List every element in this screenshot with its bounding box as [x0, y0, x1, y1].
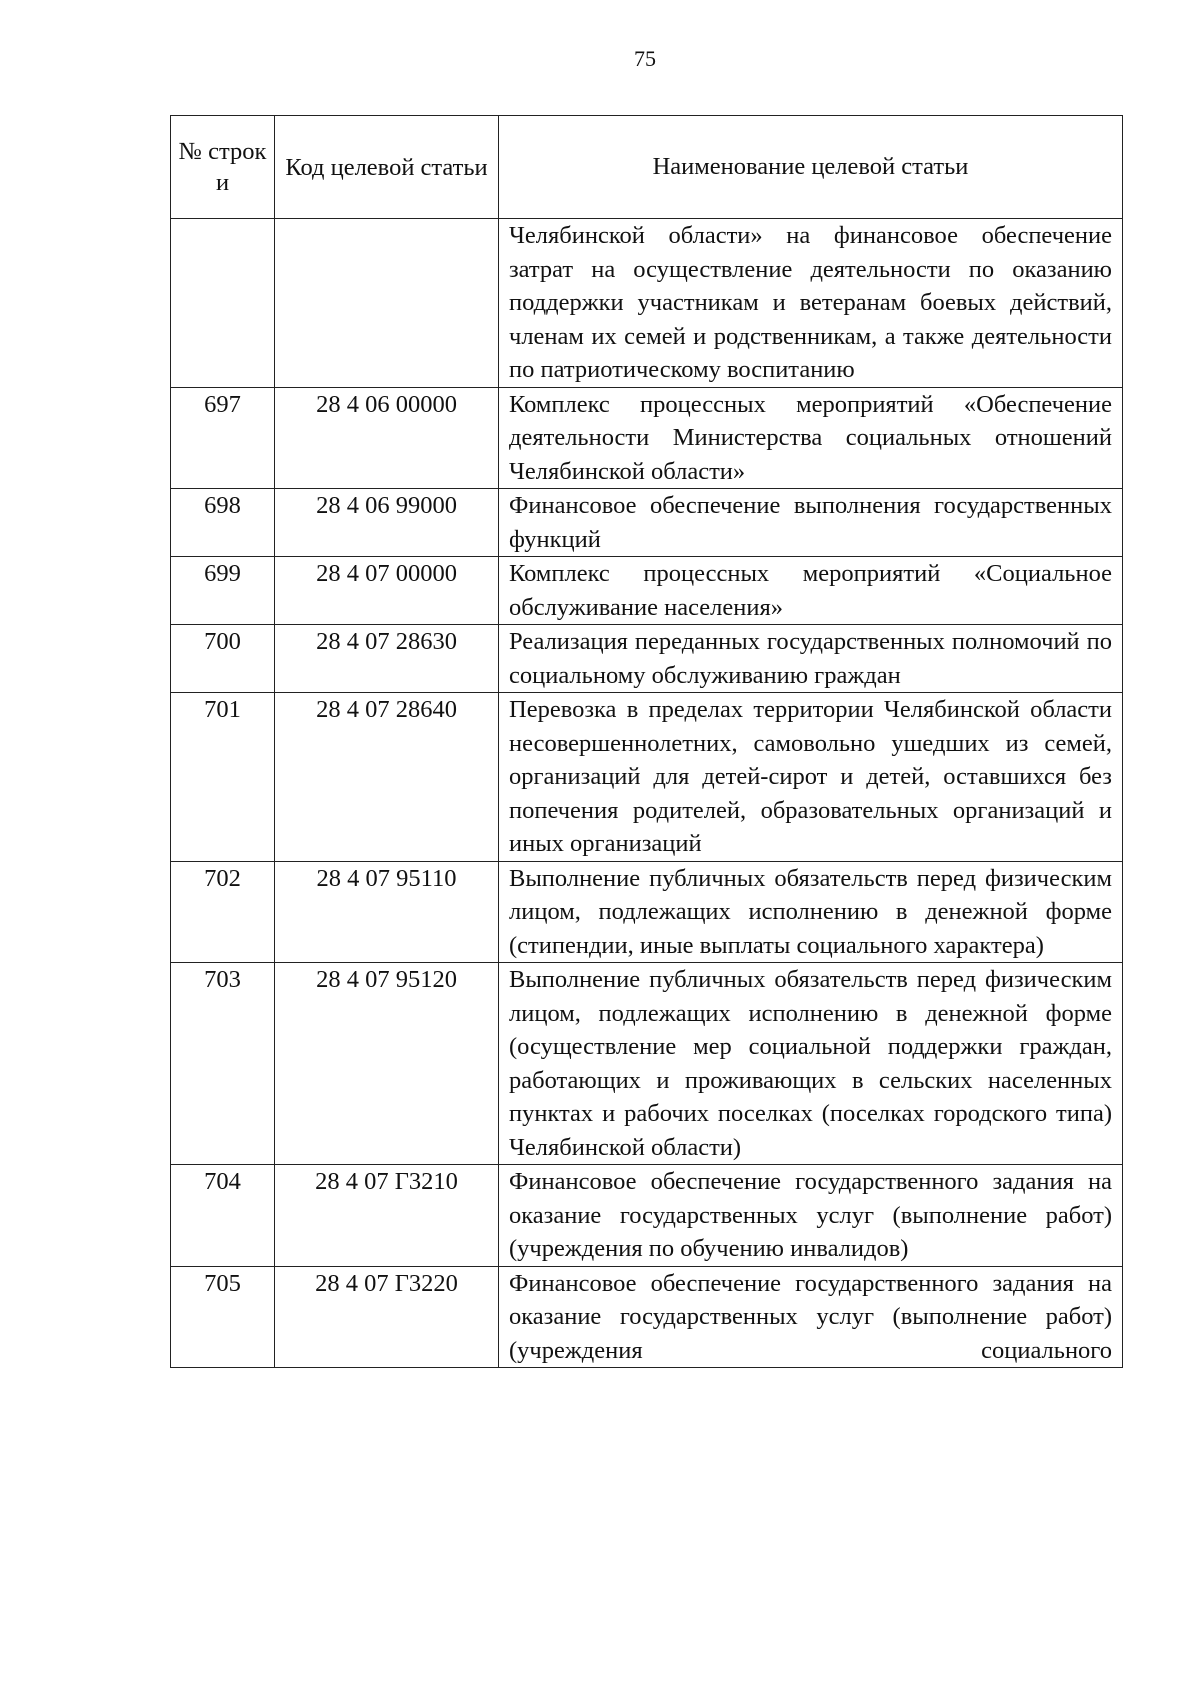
row-number: 700 [171, 625, 275, 693]
header-row-number: № строк и [171, 116, 275, 219]
row-number: 699 [171, 557, 275, 625]
table-row [171, 693, 1123, 862]
article-code: 28 4 07 95110 [275, 861, 499, 963]
article-name: Комплекс процессных мероприятий «Обеспечение деятельности Министерства социальных отношений Челябинской области» [499, 387, 1123, 489]
article-code: 28 4 07 28630 [275, 625, 499, 693]
row-number: 704 [171, 1165, 275, 1267]
article-name: Финансовое обеспечение выполнения государственных функций [499, 489, 1123, 557]
article-code: 28 4 07 28640 [275, 693, 499, 862]
article-code [275, 219, 499, 388]
row-number [171, 219, 275, 388]
table-header-row [171, 116, 1123, 219]
header-article-code: Код целевой статьи [275, 116, 499, 219]
article-name: Комплекс процессных мероприятий «Социальное обслуживание населения» [499, 557, 1123, 625]
target-articles-table [170, 115, 1123, 1368]
article-name: Финансовое обеспечение государственного задания на оказание государственных услуг (выполнение работ) (учреждения по обучению инвалидов) [499, 1165, 1123, 1267]
table-row [171, 489, 1123, 557]
table-row [171, 963, 1123, 1165]
page-number: 75 [634, 46, 656, 71]
article-name: Финансовое обеспечение государственного задания на оказание государственных услуг (выполнение работ) (учреждения социального [499, 1266, 1123, 1368]
row-number: 697 [171, 387, 275, 489]
article-code: 28 4 07 Г3220 [275, 1266, 499, 1368]
table-row [171, 1266, 1123, 1368]
row-number: 705 [171, 1266, 275, 1368]
article-code: 28 4 07 Г3210 [275, 1165, 499, 1267]
table-row [171, 557, 1123, 625]
table-row [171, 1165, 1123, 1267]
row-number: 698 [171, 489, 275, 557]
table-row [171, 861, 1123, 963]
row-number: 701 [171, 693, 275, 862]
article-code: 28 4 07 00000 [275, 557, 499, 625]
article-name: Выполнение публичных обязательств перед физическим лицом, подлежащих исполнению в денежной форме (стипендии, иные выплаты социального характера) [499, 861, 1123, 963]
article-code: 28 4 06 00000 [275, 387, 499, 489]
article-code: 28 4 07 95120 [275, 963, 499, 1165]
table-row [171, 387, 1123, 489]
table-row [171, 625, 1123, 693]
article-name: Выполнение публичных обязательств перед физическим лицом, подлежащих исполнению в денежной форме (осуществление мер социальной поддержки граждан, работающих и проживающих в сельских населенных пунктах и рабочих поселках (поселках городского типа) Челябинской области) [499, 963, 1123, 1165]
row-number: 702 [171, 861, 275, 963]
article-name: Реализация переданных государственных полномочий по социальному обслуживанию граждан [499, 625, 1123, 693]
table-row [171, 219, 1123, 388]
article-code: 28 4 06 99000 [275, 489, 499, 557]
article-name: Челябинской области» на финансовое обеспечение затрат на осуществление деятельности по оказанию поддержки участникам и ветеранам боевых действий, членам их семей и родственникам, а также деятельности по патриотическому воспитанию [499, 219, 1123, 388]
article-name: Перевозка в пределах территории Челябинской области несовершеннолетних, самовольно ушедших из семей, организаций для детей-сирот и детей, оставшихся без попечения родителей, образовательных организаций и иных организаций [499, 693, 1123, 862]
row-number: 703 [171, 963, 275, 1165]
header-article-name: Наименование целевой статьи [499, 116, 1123, 219]
